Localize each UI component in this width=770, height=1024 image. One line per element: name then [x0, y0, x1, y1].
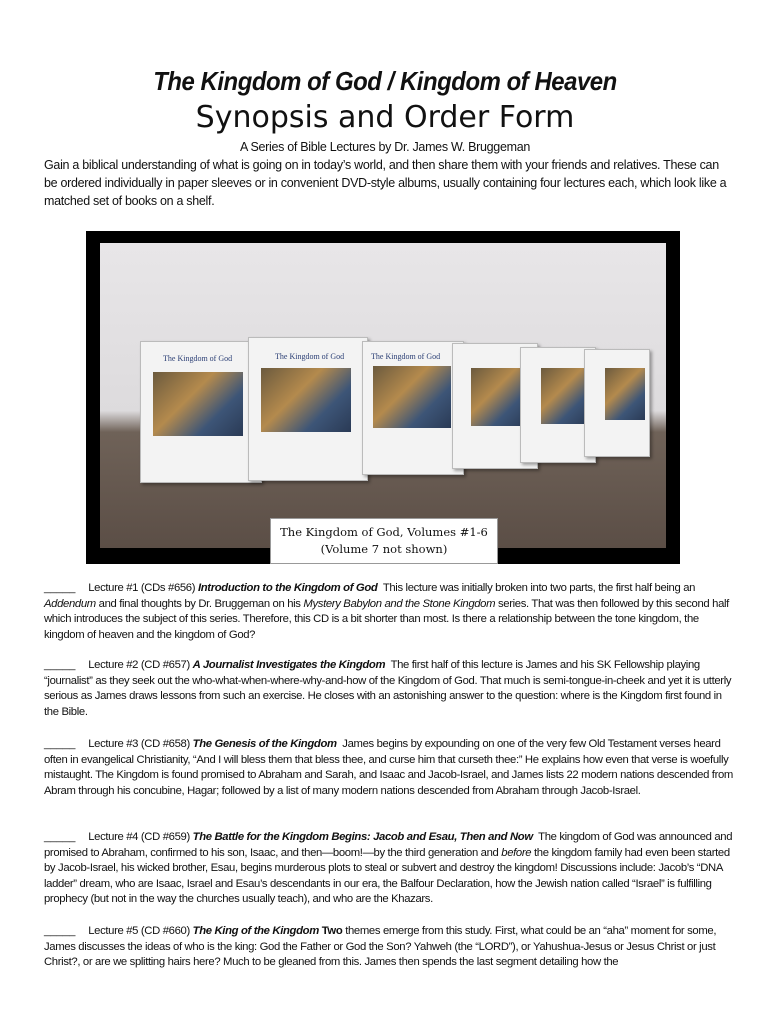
- order-blank[interactable]: _____: [44, 925, 76, 937]
- lecture-body: the kingdom family had even been started by Jacob-Israel, his wicked brother, Esau, begins murderous plots to steal or subvert and destroy the kingdom! Discussions include: Jacob’s “DNA ladder” dream, who are Isaac, Israel and Esau’s descendants in our era, the Balfour Declaration, how the Jewish nation called “Israel” is fulfilling prophecy (but not in the way the churches usually teach), and who are the Khazars.: [44, 846, 730, 906]
- lecture-body: series. That was then followed by this second half which introduces the subject of this series. Therefore, this CD is a bit shorter than most. Is there a relationship between the tone kingdom, the kingdom of heaven and the kingdom of God?: [44, 597, 729, 641]
- order-blank[interactable]: _____: [44, 582, 76, 594]
- lecture-number: Lecture #1 (CDs #656): [88, 582, 196, 594]
- lecture-body: and final thoughts by Dr. Bruggeman on his: [98, 597, 301, 610]
- album-volume-1: The Kingdom of God: [140, 341, 262, 483]
- lecture-5: [44, 924, 734, 971]
- document-subtitle: Synopsis and Order Form: [195, 100, 575, 135]
- photo-caption: The Kingdom of God, Volumes #1-6 (Volume 7 not shown): [270, 518, 498, 564]
- lecture-title: The King of the Kingdom: [192, 925, 319, 937]
- lecture-body: themes emerge from this study. First, what could be an “aha” moment for some, James discusses the ideas of who is the king: God the Father or God the Son? Yahweh (the “LORD”), or Yahushua-Jesus or Jesus Christ or just Christ?, or are we splitting hairs here? Much to be gleaned from this. James then spends the last segment detailing how the: [44, 925, 717, 969]
- lecture-3: [44, 737, 734, 799]
- lecture-emphasis: Addendum: [44, 597, 96, 610]
- lecture-body: The kingdom of God was announced and promised to Abraham, confirmed to his son, Isaac, and then—boom!—by the third generation and: [44, 831, 733, 859]
- lecture-number: Lecture #4 (CD #659): [88, 831, 190, 843]
- lecture-title: A Journalist Investigates the Kingdom: [192, 659, 386, 671]
- product-photo: [86, 231, 680, 564]
- lecture-body: This lecture was initially broken into two parts, the first half being an: [382, 582, 696, 594]
- byline: A Series of Bible Lectures by Dr. James W. Bruggeman: [239, 140, 531, 154]
- lecture-title: Introduction to the Kingdom of God: [197, 582, 378, 594]
- photo-image: [100, 243, 666, 548]
- lecture-2: [44, 658, 734, 720]
- album-volume-3: The Kingdom of God: [362, 341, 464, 475]
- lecture-1: [44, 581, 734, 643]
- order-blank[interactable]: _____: [44, 831, 76, 843]
- lecture-number: Lecture #2 (CD #657): [88, 659, 190, 671]
- album-volume-6: [584, 349, 650, 457]
- document-title: The Kingdom of God / Kingdom of Heaven: [153, 66, 617, 96]
- order-blank[interactable]: _____: [44, 659, 76, 671]
- lecture-4: [44, 830, 734, 908]
- lecture-emphasis: before: [501, 846, 532, 859]
- lecture-body: The first half of this lecture is James and his SK Fellowship playing “journalist” as they seek out the who-what-when-where-why-and-how of the Kingdom of God. That much is semi-tongue-in-cheek and yet it is utterly serious as James draws lessons from such an exercise. He closes with an astonishing answer to the question: where is the Kingdom first found in the Bible.: [44, 659, 732, 718]
- lecture-body: James begins by expounding on one of the very few Old Testament verses heard often in evangelical Christianity, “And I will bless them that bless thee, and curse him that curseth thee:” He explains how even that verse is woefully mistaught. The Kingdom is found promised to Abraham and Sarah, and Isaac and Jacob-Israel, and James lists 22 modern nations descended from Abram through his concubine, Hagar; followed by a list of many modern nations descended from Abraham through Jacob-Israel.: [44, 738, 733, 797]
- lecture-number: Lecture #5 (CD #660): [88, 925, 190, 937]
- lecture-number: Lecture #3 (CD #658): [88, 738, 190, 750]
- lecture-title: The Genesis of the Kingdom: [192, 738, 337, 750]
- album-volume-2: The Kingdom of God: [248, 337, 368, 481]
- lecture-emphasis: Mystery Babylon and the Stone Kingdom: [303, 597, 496, 610]
- lecture-title: The Battle for the Kingdom Begins: Jacob and Esau, Then and Now: [192, 831, 533, 843]
- lecture-title-tail: Two: [321, 925, 343, 937]
- intro-paragraph: Gain a biblical understanding of what is going on in today’s world, and then share them with your friends and relatives. These can be ordered individually in paper sleeves or in convenient DVD-style albums, usually containing four lectures each, which look like a matched set of books on a shelf.: [44, 158, 727, 208]
- order-blank[interactable]: _____: [44, 738, 76, 750]
